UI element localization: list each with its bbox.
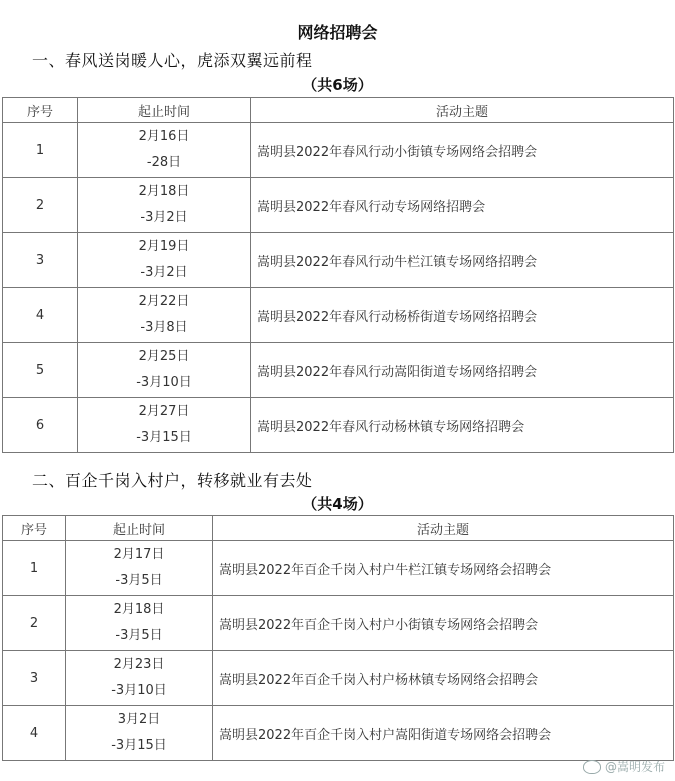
row-number: 6 [3, 398, 78, 453]
table-row [3, 123, 674, 178]
row-topic: 嵩明县2022年春风行动小街镇专场网络会招聘会 [251, 123, 674, 178]
period-start: 2月18日 [138, 184, 190, 199]
watermark-text: @嵩明发布 [604, 760, 665, 774]
row-number: 4 [3, 288, 78, 343]
row-period [66, 541, 213, 596]
row-period [78, 288, 251, 343]
table-row [3, 288, 674, 343]
row-topic: 嵩明县2022年百企千岗入村户小街镇专场网络会招聘会 [213, 596, 674, 651]
table-row [3, 343, 674, 398]
table-header-row [3, 516, 674, 541]
column-header-period: 起止时间 [66, 516, 213, 541]
period-start: 2月25日 [138, 349, 190, 364]
events-table-2 [2, 515, 674, 761]
row-number: 2 [3, 596, 66, 651]
row-number: 4 [3, 706, 66, 761]
row-topic: 嵩明县2022年春风行动杨桥街道专场网络招聘会 [251, 288, 674, 343]
events-table-1 [2, 97, 674, 453]
row-number: 3 [3, 233, 78, 288]
period-end: -28日 [146, 155, 182, 170]
section-heading-2: 二、百企千岗入村户，转移就业有去处 [32, 471, 313, 490]
period-start: 3月2日 [117, 712, 161, 727]
period-start: 2月22日 [138, 294, 190, 309]
row-topic: 嵩明县2022年百企千岗入村户牛栏江镇专场网络会招聘会 [213, 541, 674, 596]
table-row [3, 706, 674, 761]
row-topic: 嵩明县2022年春风行动牛栏江镇专场网络招聘会 [251, 233, 674, 288]
row-topic: 嵩明县2022年百企千岗入村户杨林镇专场网络会招聘会 [213, 651, 674, 706]
row-number: 3 [3, 651, 66, 706]
table-row [3, 596, 674, 651]
column-header-number: 序号 [3, 98, 78, 123]
row-period [78, 178, 251, 233]
period-end: -3月15日 [136, 430, 192, 445]
weibo-icon [583, 760, 601, 774]
period-start: 2月17日 [113, 547, 165, 562]
row-period [78, 233, 251, 288]
column-header-topic: 活动主题 [213, 516, 674, 541]
period-start: 2月18日 [113, 602, 165, 617]
table-row [3, 398, 674, 453]
period-end: -3月10日 [136, 375, 192, 390]
period-start: 2月27日 [138, 404, 190, 419]
section-count-1: （共6场） [302, 76, 373, 94]
row-topic: 嵩明县2022年春风行动专场网络招聘会 [251, 178, 674, 233]
column-header-topic: 活动主题 [251, 98, 674, 123]
table-header-row [3, 98, 674, 123]
section-count-2: （共4场） [302, 495, 373, 513]
page-title: 网络招聘会 [297, 23, 378, 42]
row-period [66, 596, 213, 651]
period-end: -3月5日 [115, 573, 163, 588]
period-end: -3月8日 [140, 320, 188, 335]
row-period [66, 651, 213, 706]
column-header-number: 序号 [3, 516, 66, 541]
row-topic: 嵩明县2022年春风行动嵩阳街道专场网络招聘会 [251, 343, 674, 398]
row-number: 5 [3, 343, 78, 398]
period-end: -3月5日 [115, 628, 163, 643]
period-end: -3月2日 [140, 210, 188, 225]
row-number: 1 [3, 541, 66, 596]
period-start: 2月19日 [138, 239, 190, 254]
period-start: 2月23日 [113, 657, 165, 672]
row-period [66, 706, 213, 761]
period-end: -3月2日 [140, 265, 188, 280]
row-number: 1 [3, 123, 78, 178]
table-row [3, 651, 674, 706]
section-heading-1: 一、春风送岗暖人心，虎添双翼远前程 [32, 51, 313, 70]
row-period [78, 343, 251, 398]
row-period [78, 123, 251, 178]
row-period [78, 398, 251, 453]
row-number: 2 [3, 178, 78, 233]
period-end: -3月15日 [111, 738, 167, 753]
column-header-period: 起止时间 [78, 98, 251, 123]
period-end: -3月10日 [111, 683, 167, 698]
table-row [3, 233, 674, 288]
row-topic: 嵩明县2022年春风行动杨林镇专场网络招聘会 [251, 398, 674, 453]
table-row [3, 178, 674, 233]
watermark [583, 758, 665, 775]
period-start: 2月16日 [138, 129, 190, 144]
table-row [3, 541, 674, 596]
row-topic: 嵩明县2022年百企千岗入村户嵩阳街道专场网络会招聘会 [213, 706, 674, 761]
